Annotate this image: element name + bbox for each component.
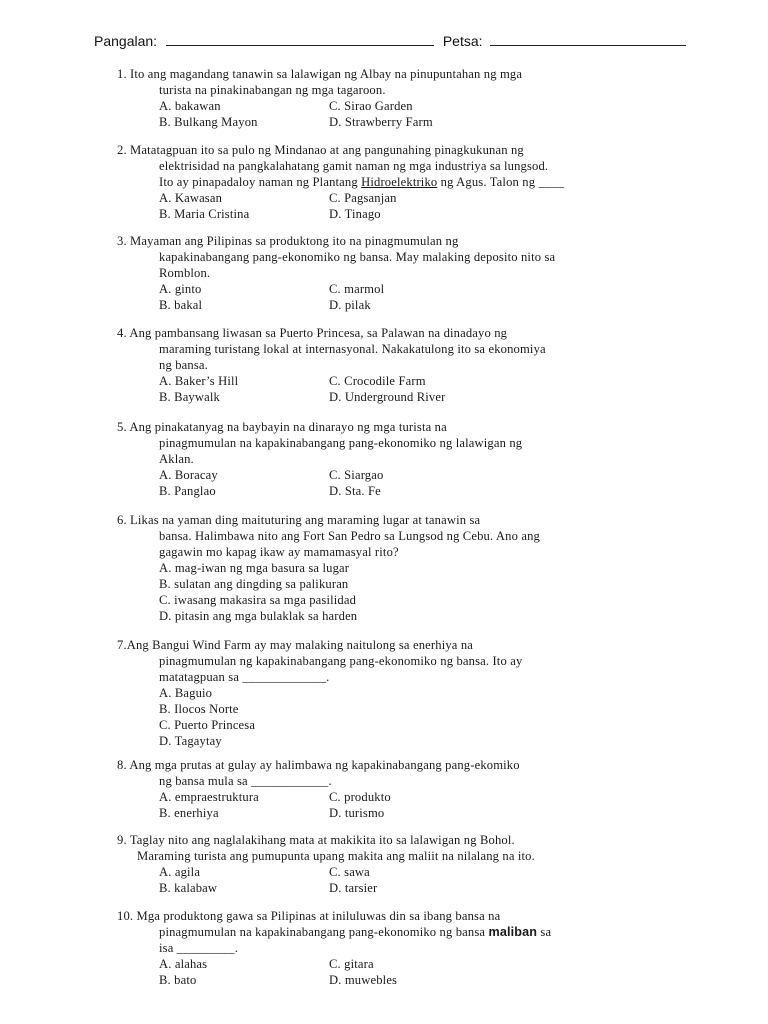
option-b: B. Baywalk [159, 390, 220, 404]
question-stem [117, 512, 657, 560]
stem-line: kapakinabangang pang-ekonomiko ng bansa. May malaking deposito nito sa [159, 250, 556, 264]
stem-line: gagawin mo kapag ikaw ay mamamasyal rito? [159, 545, 399, 559]
option-b: B. Panglao [159, 484, 216, 498]
question-7 [117, 637, 657, 749]
question-1 [117, 66, 657, 130]
stem-line: turista na pinakinabangan ng mga tagaroon. [159, 83, 386, 97]
options [117, 467, 657, 499]
stem-text: pinagmumulan na kapakinabangang pang-ekonomiko ng bansa [159, 925, 489, 939]
options [117, 373, 657, 405]
header [94, 33, 686, 49]
option-c: C. sawa [329, 865, 370, 879]
option-b: B. Ilocos Norte [159, 702, 239, 716]
option-a: A. Kawasan [159, 191, 223, 205]
stem-line: elektrisidad na pangkalahatang gamit naman ng mga industriya sa lungsod. [159, 159, 549, 173]
question-stem [117, 233, 657, 281]
option-a: A. Baker’s Hill [159, 374, 239, 388]
stem-line: matatagpuan sa _____________. [159, 670, 330, 684]
question-4 [117, 325, 657, 405]
question-9 [117, 832, 657, 896]
option-d: D. muwebles [329, 973, 398, 987]
option-a: A. ginto [159, 282, 202, 296]
question-10 [117, 908, 657, 988]
stem-line: pinagmumulan na kapakinabangang pang-ekonomiko ng lalawigan ng [159, 436, 523, 450]
stem-line: pinagmumulan ng kapakinabangang pang-ekonomiko ng bansa. Ito ay [159, 654, 523, 668]
option-b: B. Bulkang Mayon [159, 115, 258, 129]
option-a: A. empraestruktura [159, 790, 259, 804]
stem-line: maraming turistang lokal at internasyonal. Nakakatulong ito sa ekonomiya [159, 342, 546, 356]
option-b: B. kalabaw [159, 881, 218, 895]
stem-line: Aklan. [159, 452, 194, 466]
option-a: A. bakawan [159, 99, 221, 113]
question-2 [117, 142, 657, 222]
options [117, 956, 657, 988]
stem-line: ng bansa mula sa ____________. [159, 774, 332, 788]
option-d: D. Strawberry Farm [329, 115, 433, 129]
option-c: C. Puerto Princesa [159, 718, 256, 732]
stem-line: 10. Mga produktong gawa sa Pilipinas at iniluluwas din sa ibang bansa na [117, 909, 501, 923]
options [117, 789, 657, 821]
option-b: B. bakal [159, 298, 203, 312]
option-d: D. tarsier [329, 881, 378, 895]
option-c: C. Pagsanjan [329, 191, 397, 205]
question-6 [117, 512, 657, 624]
option-c: C. produkto [329, 790, 391, 804]
option-d: D. Tagaytay [159, 734, 222, 748]
options [117, 98, 657, 130]
option-d: D. turismo [329, 806, 385, 820]
stem-line: 4. Ang pambansang liwasan sa Puerto Princesa, sa Palawan na dinadayo ng [117, 326, 508, 340]
stem-line: 5. Ang pinakatanyag na baybayin na dinarayo ng mga turista na [117, 420, 447, 434]
option-b: B. enerhiya [159, 806, 219, 820]
stem-line: ng bansa. [159, 358, 208, 372]
option-d: D. Tinago [329, 207, 381, 221]
option-d: D. Underground River [329, 390, 446, 404]
stem-line: isa _________. [159, 941, 239, 955]
date-blank [490, 33, 686, 46]
stem-line: bansa. Halimbawa nito ang Fort San Pedro sa Lungsod ng Cebu. Ano ang [159, 529, 540, 543]
date-label: Petsa: [442, 33, 483, 49]
option-c: C. Crocodile Farm [329, 374, 426, 388]
option-a: A. mag-iwan ng mga basura sa lugar [159, 561, 350, 575]
option-c: C. marmol [329, 282, 385, 296]
option-c: C. iwasang makasira sa mga pasilidad [159, 593, 357, 607]
stem-text: ng Agus. Talon ng ____ [437, 175, 565, 189]
option-a: A. alahas [159, 957, 208, 971]
stem-line: Romblon. [159, 266, 211, 280]
option-a: A. agila [159, 865, 201, 879]
stem-text: Ito ay pinapadaloy naman ng Plantang [159, 175, 362, 189]
option-b: B. sulatan ang dingding sa palikuran [159, 577, 349, 591]
underlined-term: Hidroelektriko [361, 175, 438, 189]
option-d: D. pilak [329, 298, 371, 312]
option-d: D. Sta. Fe [329, 484, 381, 498]
stem-line: 3. Mayaman ang Pilipinas sa produktong ito na pinagmumulan ng [117, 234, 459, 248]
stem-line: 1. Ito ang magandang tanawin sa lalawigan ng Albay na pinupuntahan ng mga [117, 67, 523, 81]
question-8 [117, 757, 657, 821]
emphasized-word: maliban [488, 925, 538, 939]
option-c: C. gitara [329, 957, 374, 971]
stem-line: 7.Ang Bangui Wind Farm ay may malaking naitulong sa enerhiya na [117, 638, 474, 652]
stem-line: 6. Likas na yaman ding maituturing ang maraming lugar at tanawin sa [117, 513, 481, 527]
stem-text: sa [537, 925, 552, 939]
option-c: C. Siargao [329, 468, 384, 482]
stem-line: 9. Taglay nito ang naglalakihang mata at makikita ito sa lalawigan ng Bohol. [117, 833, 515, 847]
options [117, 560, 657, 624]
option-b: B. bato [159, 973, 197, 987]
options [117, 685, 657, 749]
stem-line: 2. Matatagpuan ito sa pulo ng Mindanao at ang pangunahing pinagkukunan ng [117, 143, 524, 157]
question-stem [117, 757, 657, 789]
option-c: C. Sirao Garden [329, 99, 413, 113]
stem-line: 8. Ang mga prutas at gulay ay halimbawa ng kapakinabangang pang-ekomiko [117, 758, 520, 772]
stem-line: Maraming turista ang pumupunta upang makita ang maliit na nilalang na ito. [137, 849, 535, 863]
question-stem [117, 832, 657, 864]
question-stem [117, 66, 657, 98]
stem-line [117, 174, 657, 190]
options [117, 190, 657, 222]
options [117, 864, 657, 896]
question-stem [117, 325, 657, 373]
question-stem [117, 637, 657, 685]
option-a: A. Baguio [159, 686, 213, 700]
option-b: B. Maria Cristina [159, 207, 250, 221]
name-blank [166, 33, 434, 46]
option-d: D. pitasin ang mga bulaklak sa harden [159, 609, 358, 623]
name-label: Pangalan: [94, 33, 158, 49]
stem-line [117, 924, 657, 940]
question-3 [117, 233, 657, 313]
option-a: A. Boracay [159, 468, 218, 482]
question-5 [117, 419, 657, 499]
question-stem [117, 419, 657, 467]
question-stem [117, 908, 657, 956]
question-stem [117, 142, 657, 190]
options [117, 281, 657, 313]
